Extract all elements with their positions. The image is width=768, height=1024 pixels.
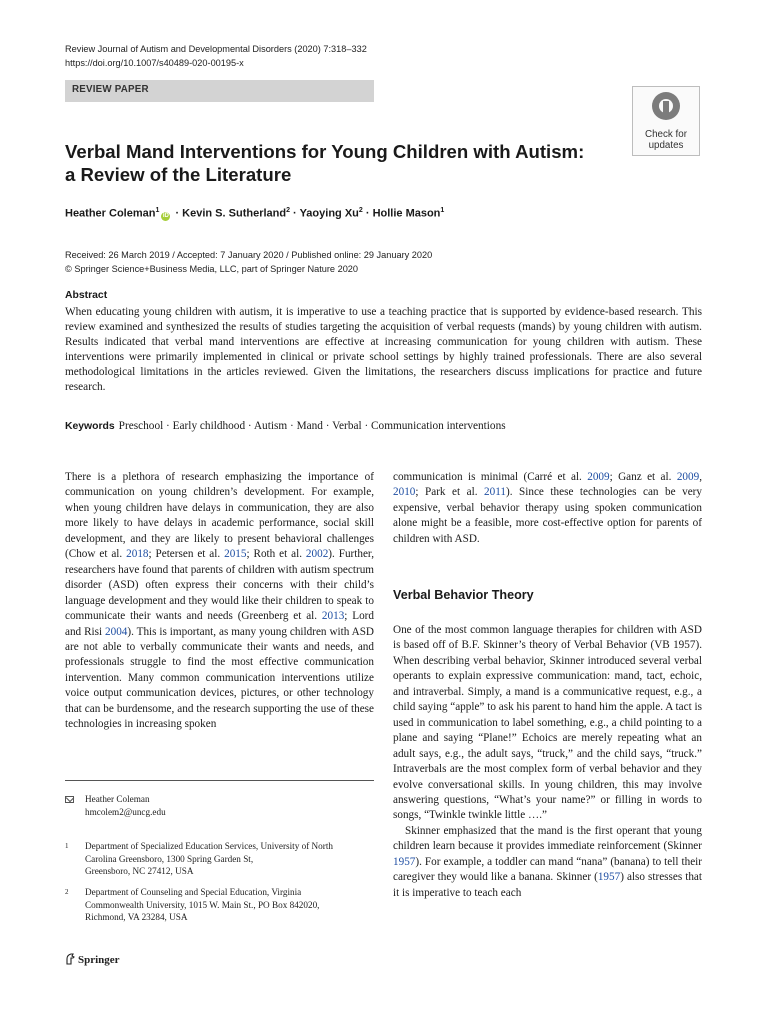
copyright-text: Springer Science+Business Media, LLC, part of Springer Nature 2020: [74, 264, 359, 274]
springer-horse-icon: [65, 953, 75, 965]
check-updates-line2: updates: [648, 140, 684, 151]
intro-continuation: [393, 470, 702, 547]
body-text: ; Roth et al.: [246, 548, 306, 561]
citation-link[interactable]: 2004: [105, 625, 128, 638]
affiliation-line: Department of Specialized Education Services, University of North: [85, 841, 333, 851]
affiliation-line: Greensboro, NC 27412, USA: [85, 866, 194, 877]
body-text: ). Further, researchers have found that parents of children with autism spectrum disorder (ASD) often express their concerns with their child’s language development and they would like their children to speak to communicate their wants and needs (Greenberg et al.: [65, 548, 375, 623]
affiliation-2: [65, 886, 374, 926]
body-text: ,: [699, 471, 702, 483]
article-type-banner: [65, 80, 374, 102]
publisher-logo: [65, 953, 120, 966]
contact-email[interactable]: hmcolem2@uncg.edu: [85, 806, 166, 817]
keywords-label: Keywords: [65, 421, 115, 432]
corresponding-author: [85, 793, 166, 818]
affiliation-line: Commonwealth University, 1015 W. Main St., PO Box 842020,: [85, 899, 320, 910]
author-list: Heather Coleman$^1$iD · Kevin S. Sutherland$^2$ · Yaoying $Xu^2$ · Hollie Mason$^1$: [65, 207, 445, 220]
vbt-paragraph-1: One of the most common language therapies for children with ASD is based off of B.F. Skinner’s theory of Verbal Behavior (VB 1957). When describing verbal behavior, Skinner introduced several verbal operants to explain expressive communication: mand, tact, echoic, and intraverbal. Simply, a mand is a communicative request, e.g., a child saying “apple” to ask his parent to hand him the apple. A tact is used in communication to label something, e.g., a child pointing to a plane and saying “Plane!” Echoics are merely repeating what an adult says, e.g., the adult says, “truck,” and the child says, “truck.” Intraverbals are the most complex form of verbal behavior and they evolve conversational skills. In young children, this may involve answering questions, “What’s your name?” or filling in words to songs, “Twinkle twinkle little ….”: [393, 624, 702, 822]
abstract-heading: Abstract: [65, 290, 108, 301]
section-heading: Verbal Behavior Theory: [393, 588, 534, 602]
citation-link[interactable]: 2010: [393, 486, 416, 499]
bookmark-icon: [663, 101, 669, 113]
affiliation-line: Carolina Greensboro, 1300 Spring Garden St,: [85, 853, 254, 864]
author-name[interactable]: Yaoying Xu: [299, 207, 359, 220]
publisher-name: Springer: [78, 954, 120, 966]
body-text: ; Petersen et al.: [148, 548, 225, 561]
author-affiliation-mark: 1: [440, 207, 445, 214]
orcid-icon[interactable]: iD: [162, 212, 169, 219]
envelope-icon: [65, 796, 74, 803]
copyright-line: [65, 262, 432, 276]
body-text: ; Ganz et al.: [609, 471, 677, 483]
journal-header: [65, 42, 367, 70]
citation-link[interactable]: 1957: [597, 871, 621, 884]
affiliation-line: Department of Counseling and Special Education, Virginia: [85, 887, 302, 897]
body-text: ) also stresses that it is imperative to teach each: [393, 871, 703, 899]
verbal-behavior-section: [393, 623, 702, 901]
check-for-updates-badge[interactable]: [632, 86, 700, 156]
citation-link[interactable]: 2015: [224, 548, 247, 561]
citation-link[interactable]: 2011: [484, 486, 506, 499]
body-text: ). Since these technologies can be very expensive, verbal behavior therapy using spoken communication alone might be a feasible, more cost-effective option for parents of children with ASD.: [393, 486, 703, 545]
vbt-paragraph-2: [393, 824, 702, 901]
contact-name: Heather Coleman: [85, 794, 150, 804]
article-type-label: REVIEW PAPER: [72, 84, 149, 95]
author-affiliation-mark: 2: [358, 207, 363, 214]
received-dates: Received: 26 March 2019 / Accepted: 7 January 2020 / Published online: 29 January 2020: [65, 250, 433, 260]
title-line-2: a Review of the Literature: [65, 164, 292, 185]
body-text: ). For example, a toddler can mand “nana” (banana) to tell their caregiver they would like a banana. Skinner (: [393, 855, 702, 884]
intro-paragraph: [65, 470, 374, 733]
author-name[interactable]: Hollie Mason: [372, 207, 441, 220]
journal-citation: Review Journal of Autism and Developmental Disorders (2020) 7:318–332: [65, 44, 367, 54]
citation-link[interactable]: 2009: [587, 471, 610, 483]
publication-history: [65, 248, 432, 276]
affiliation-mark: 2: [65, 888, 69, 896]
body-text: There is a plethora of research emphasizing the importance of communication on young children’s development. For example, when young children have delays in communication, they are also more likely to have delays in academic performance, social skill development, and they are likely to present behavioral challenges (Chow et al.: [65, 471, 374, 561]
affiliation-line: Richmond, VA 23284, USA: [85, 912, 188, 923]
author-name[interactable]: Kevin S. Sutherland: [182, 207, 287, 220]
body-text: communication is minimal (Carré et al.: [393, 471, 588, 483]
check-updates-line1: Check for: [645, 129, 687, 140]
body-text: Skinner emphasized that the mand is the first operant that young children learn because it provides immediate reinforcement (Skinner: [393, 824, 702, 853]
doi-link[interactable]: https://doi.org/10.1007/s40489-020-00195-x: [65, 58, 244, 68]
keywords-line: [65, 420, 506, 432]
body-text: ; Lord and Risi: [65, 610, 374, 638]
citation-link[interactable]: 1957: [393, 855, 416, 868]
author-affiliation-mark: 2: [286, 207, 290, 214]
body-text: ; Park et al.: [415, 486, 485, 499]
author-name[interactable]: Heather Coleman: [65, 207, 156, 220]
affiliation-1: [65, 840, 374, 880]
body-text: ). This is important, as many young children with ASD are not able to verbally communicate their wants and needs, and professionals struggle to find the most effective communication intervention. Many common communication interventions utilize voice output communication devices, pictures, or other technology that can be burdensome, and the research supporting the use of these technologies in increasing spoken: [65, 625, 375, 731]
title-line-1: Verbal Mand Interventions for Young Children with Autism:: [65, 141, 585, 162]
author-affiliation-mark: 1: [155, 207, 160, 214]
keywords-text: Preschool · Early childhood · Autism · Mand · Verbal · Communication interventions: [118, 420, 506, 432]
affiliation-mark: 1: [65, 842, 69, 850]
article-title: [65, 140, 625, 186]
footnote-divider: [65, 780, 374, 781]
citation-link[interactable]: 2009: [676, 471, 700, 483]
citation-link[interactable]: 2018: [126, 548, 149, 561]
copyright-icon: ©: [65, 264, 75, 274]
citation-link[interactable]: 2002: [305, 548, 329, 561]
citation-link[interactable]: 2013: [321, 610, 345, 623]
abstract-text: When educating young children with autism, it is imperative to use a teaching practice that is supported by evidence-based research. This review examined and synthesized the results of studies targeting the acquisition of verbal requests (mands) by young children with autism. Results indicated that verbal mand interventions are effective at increasing communication for young children with autism. These interventions were primarily implemented in clinical or private school settings by highly trained professionals. There are also several methodological limitations in the articles reviewed. Given the limitations, the researchers discuss implications for practice and future research.: [65, 306, 702, 394]
